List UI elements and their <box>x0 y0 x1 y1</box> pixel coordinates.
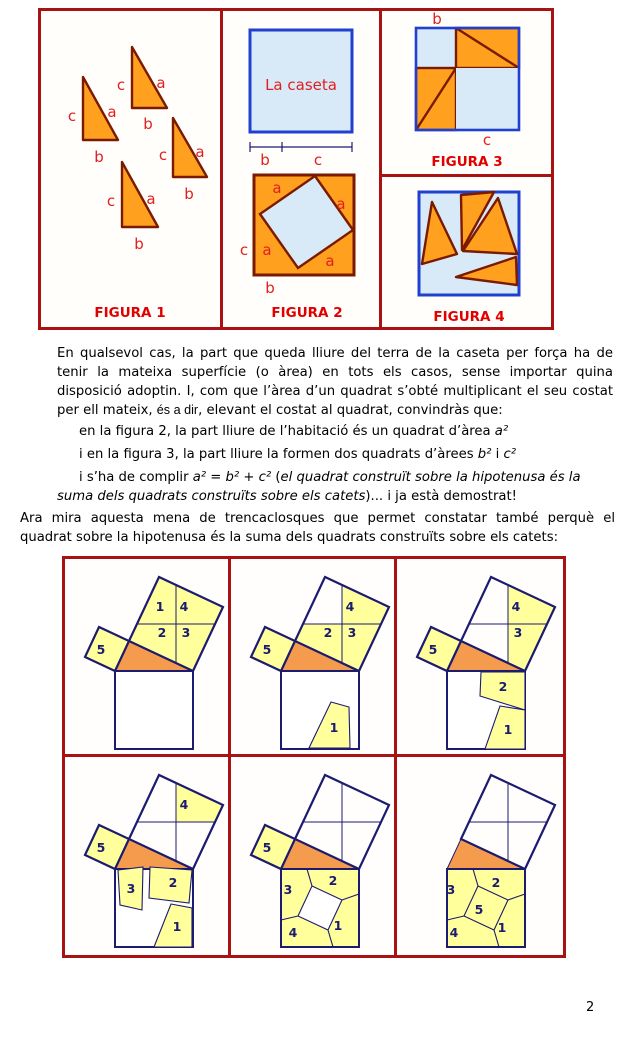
figura-2-caption: FIGURA 2 <box>271 305 343 321</box>
side-label-c: c <box>67 107 77 125</box>
page-number: 2 <box>586 1000 595 1015</box>
side-label-b: b <box>94 148 104 166</box>
puzzle-step-6 <box>397 757 563 955</box>
piece-label: 2 <box>323 625 333 640</box>
piece-label: 1 <box>329 720 339 735</box>
side-label-b: b <box>143 115 153 133</box>
theorem-statement: el quadrat construït sobre la hipotenusa és la suma dels quadrats construïts sobre els catets <box>57 470 581 504</box>
piece-label: 5 <box>96 642 106 657</box>
figura-3-caption: FIGURA 3 <box>431 154 503 170</box>
side-label-c: c <box>239 241 249 259</box>
puzzle-step-3 <box>397 559 563 757</box>
side-label-a: a <box>262 241 272 259</box>
side-label-a: a <box>336 195 346 213</box>
bullet-figura-3: i en la figura 3, la part lliure la formen dos quadrats d’àrees b² i c² <box>79 447 517 462</box>
side-label-b: b <box>134 235 144 253</box>
side-label-a: a <box>156 74 166 92</box>
side-label-a: a <box>146 190 156 208</box>
piece-label: 5 <box>428 642 438 657</box>
paragraph-1-text: , elevant el costat al quadrat, convindràs que: <box>198 403 503 418</box>
side-label-a: a <box>325 252 335 270</box>
piece-label: 5 <box>96 840 106 855</box>
piece-label: 4 <box>511 599 521 614</box>
piece-label: 4 <box>345 599 355 614</box>
paragraph-1-emphasis: és a dir <box>156 403 199 417</box>
bullet-list <box>57 422 615 510</box>
right-figure-column <box>379 8 554 330</box>
math-a2: a² <box>494 424 509 439</box>
figura-2-drawing <box>223 11 379 327</box>
figura-1-drawing <box>41 11 220 327</box>
caseta-label: La caseta <box>265 76 337 94</box>
paragraph-1-text: En qualsevol cas, la part que queda lliure del terra de la caseta per força ha de tenir la mateixa superfície (o àrea) en tots els casos, sense importar quina disposició adoptin. I, com que l’àrea d’un quadrat s’obté multiplicant el seu costat per ell mateix, <box>57 346 613 418</box>
piece-label: 3 <box>347 625 357 640</box>
piece-label: 2 <box>491 875 501 890</box>
puzzle-step-1 <box>65 559 231 757</box>
piece-label: 3 <box>126 881 136 896</box>
side-label-a: a <box>107 103 117 121</box>
piece-label: 1 <box>503 722 513 737</box>
side-label-b: b <box>184 185 194 203</box>
piece-label: 2 <box>498 679 508 694</box>
figura-1-caption: FIGURA 1 <box>94 305 166 321</box>
paragraph-2: Ara mira aquesta mena de trencaclosques que permet constatar també perquè el quadrat sobre la hipotenusa és la suma dels quadrats construïts sobre els catets: <box>20 511 615 545</box>
figura-3-panel <box>379 8 554 177</box>
piece-label: 1 <box>155 599 165 614</box>
math-c2: c² <box>503 447 517 462</box>
piece-label: 1 <box>333 918 343 933</box>
piece-label: 1 <box>497 920 507 935</box>
piece-label: 3 <box>181 625 191 640</box>
math-theorem: a² = b² + c² <box>192 470 272 485</box>
piece-label: 4 <box>288 925 298 940</box>
paragraph-1 <box>57 344 613 420</box>
figura-4-panel <box>379 174 554 330</box>
bullet-conclusion: i s’ha de complir a² = b² + c² (el quadrat construït sobre la hipotenusa és la suma dels quadrats construïts sobre els catets)... i ja està demostrat! <box>57 470 581 504</box>
puzzle-step-2 <box>231 559 397 757</box>
piece-label: 4 <box>179 797 189 812</box>
ruler-label-b: b <box>260 151 270 169</box>
side-label-b: b <box>432 11 442 28</box>
piece-label: 4 <box>449 925 459 940</box>
piece-label: 5 <box>474 902 484 917</box>
piece-label: 4 <box>179 599 189 614</box>
piece-label: 3 <box>283 882 293 897</box>
figura-4-caption: FIGURA 4 <box>433 309 505 325</box>
side-label-a: a <box>272 179 282 197</box>
math-b2: b² <box>477 447 492 462</box>
piece-label: 1 <box>172 919 182 934</box>
figura-3-drawing <box>382 11 551 174</box>
side-label-a: a <box>195 143 205 161</box>
puzzle-grid <box>62 556 566 958</box>
b-square <box>416 28 456 68</box>
puzzle-step-4 <box>65 757 231 955</box>
side-label-c: c <box>158 146 168 164</box>
side-label-c: c <box>482 131 492 149</box>
ruler-label-c: c <box>313 151 323 169</box>
piece-label: 3 <box>446 882 456 897</box>
top-figures-block <box>38 8 554 330</box>
side-label-b: b <box>265 279 275 297</box>
piece-label: 3 <box>513 625 523 640</box>
figura-2-panel <box>220 8 382 330</box>
piece-label: 2 <box>328 873 338 888</box>
piece-label: 2 <box>168 875 178 890</box>
figura-1-panel <box>38 8 223 330</box>
piece-label: 5 <box>262 642 272 657</box>
side-label-c: c <box>106 192 116 210</box>
c-square <box>456 68 519 130</box>
puzzle-step-5 <box>231 757 397 955</box>
piece-label: 5 <box>262 840 272 855</box>
side-label-c: c <box>116 76 126 94</box>
bullet-figura-2: en la figura 2, la part lliure de l’habitació és un quadrat d’àrea a² <box>79 424 509 439</box>
piece-label: 2 <box>157 625 167 640</box>
figura-4-drawing <box>382 177 551 327</box>
